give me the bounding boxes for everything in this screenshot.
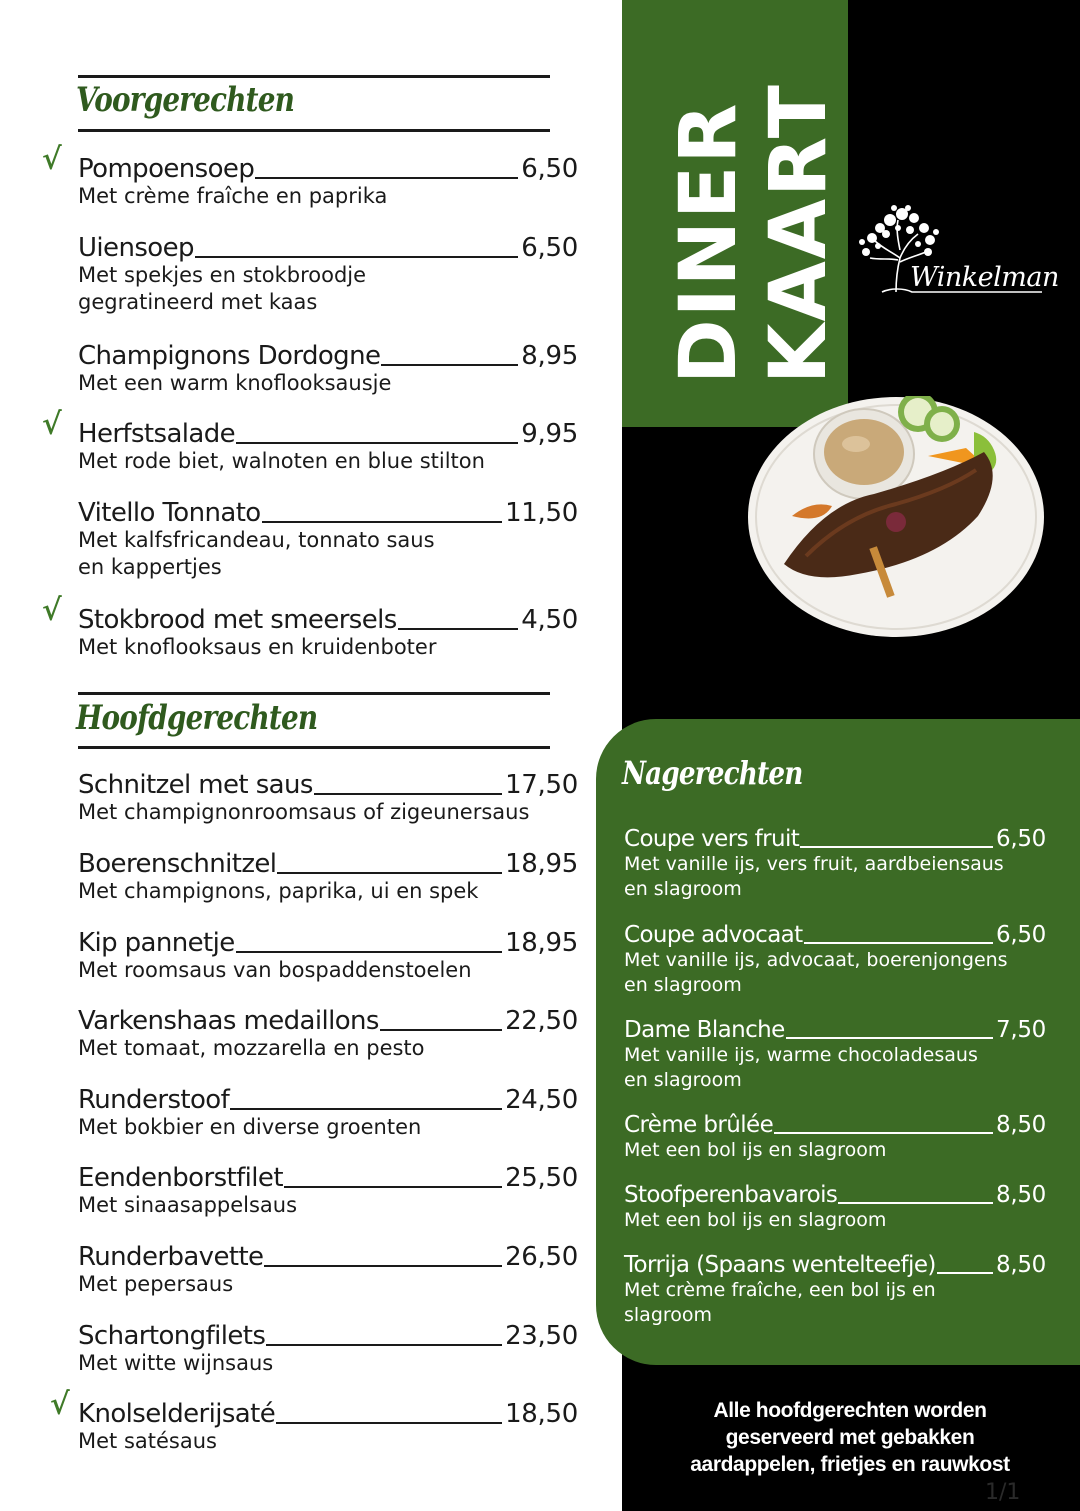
- menu-item-line: [78, 415, 578, 449]
- menu-item-price: 8,50: [995, 1252, 1046, 1278]
- menu-item-description: Met champignons, paprika, ui en spek: [78, 879, 479, 903]
- plate-steak-icon: [746, 396, 1046, 638]
- leader-line: [255, 177, 518, 179]
- menu-item-line: [624, 1108, 1046, 1138]
- menu-item: [78, 1238, 578, 1299]
- menu-item-description: Met witte wijnsaus: [78, 1351, 274, 1375]
- menu-item-description: gegratineerd met kaas: [78, 290, 318, 314]
- menu-item: [78, 601, 578, 662]
- menu-item-name: Boerenschnitzel: [78, 849, 277, 879]
- leader-line: [262, 521, 502, 523]
- menu-item-name: Knolselderijsaté: [78, 1399, 276, 1429]
- leader-line: [230, 1108, 502, 1110]
- menu-item: [78, 845, 578, 906]
- title-kaart: KAART: [754, 83, 844, 384]
- menu-item-name: Herfstsalade: [78, 419, 236, 449]
- menu-item-name: Champignons Dordogne: [78, 341, 381, 371]
- menu-item-price: 8,95: [521, 341, 578, 371]
- menu-item-price: 4,50: [521, 605, 578, 635]
- leader-line: [236, 442, 518, 444]
- leaf-check-icon: √: [50, 1387, 70, 1422]
- menu-item: [78, 924, 578, 985]
- menu-item-name: Schnitzel met saus: [78, 770, 313, 800]
- menu-item-line: [78, 150, 578, 184]
- menu-item-description: Met pepersaus: [78, 1272, 234, 1296]
- menu-item-price: 8,50: [995, 1182, 1046, 1208]
- leader-line: [314, 793, 502, 795]
- menu-item-name: Coupe advocaat: [624, 922, 803, 948]
- divider-bottom-starters: [78, 129, 550, 132]
- menu-item-name: Vitello Tonnato: [78, 498, 261, 528]
- menu-item: [624, 1108, 1046, 1163]
- footnote-line: aardappelen, frietjes en rauwkost: [690, 1453, 1010, 1476]
- divider-bottom-mains: [78, 746, 550, 749]
- menu-item: [78, 1002, 578, 1063]
- menu-item-price: 18,95: [505, 849, 578, 879]
- menu-item-line: [78, 1002, 578, 1036]
- leader-line: [786, 1037, 993, 1039]
- menu-item-name: Varkenshaas medaillons: [78, 1006, 379, 1036]
- footnote-line: Alle hoofdgerechten worden: [713, 1399, 987, 1422]
- menu-item-price: 26,50: [505, 1242, 578, 1272]
- menu-item-name: Crème brûlée: [624, 1112, 774, 1138]
- menu-item-line: [78, 845, 578, 879]
- mains-title: Hoofdgerechten: [76, 698, 318, 738]
- menu-item-price: 18,95: [505, 928, 578, 958]
- menu-item-line: [78, 1159, 578, 1193]
- menu-item-description: Met spekjes en stokbroodje: [78, 263, 367, 287]
- menu-item: [78, 1081, 578, 1142]
- menu-item-price: 8,50: [995, 1112, 1046, 1138]
- leaf-check-icon: √: [42, 593, 62, 628]
- menu-item-description: Met roomsaus van bospaddenstoelen: [78, 958, 472, 982]
- menu-item-name: Dame Blanche: [624, 1017, 785, 1043]
- leader-line: [804, 942, 993, 944]
- menu-item-price: 7,50: [995, 1017, 1046, 1043]
- title-diner: DINER: [664, 101, 754, 384]
- footnote-line: geserveerd met gebakken: [725, 1426, 975, 1449]
- menu-item-price: 22,50: [505, 1006, 578, 1036]
- menu-item-description: Met een warm knoflooksausje: [78, 371, 392, 395]
- menu-item-description: Met crème fraîche, een bol ijs en: [624, 1279, 936, 1301]
- menu-item-price: 17,50: [505, 770, 578, 800]
- leader-line: [277, 872, 502, 874]
- menu-item: [624, 1248, 1046, 1328]
- menu-item-name: Uiensoep: [78, 233, 194, 263]
- menu-item: [78, 1317, 578, 1378]
- menu-item-description: Met bokbier en diverse groenten: [78, 1115, 422, 1139]
- menu-item-line: [78, 1395, 578, 1429]
- menu-item-description: Met sinaasappelsaus: [78, 1193, 298, 1217]
- menu-item-line: [78, 229, 578, 263]
- menu-item-price: 23,50: [505, 1321, 578, 1351]
- menu-item-description: Met een bol ijs en slagroom: [624, 1139, 887, 1161]
- menu-item-name: Runderstoof: [78, 1085, 230, 1115]
- menu-item-price: 18,50: [505, 1399, 578, 1429]
- menu-item-price: 6,50: [995, 826, 1046, 852]
- menu-item-description: Met vanille ijs, warme chocoladesaus: [624, 1044, 978, 1066]
- leaf-check-icon: √: [42, 142, 62, 177]
- menu-item-description: Met vanille ijs, advocaat, boerenjongens: [624, 949, 1008, 971]
- menu-item-price: 25,50: [505, 1163, 578, 1193]
- menu-item-description: Met tomaat, mozzarella en pesto: [78, 1036, 425, 1060]
- leader-line: [380, 1029, 502, 1031]
- desserts-title: Nagerechten: [622, 754, 803, 792]
- menu-item-description: en slagroom: [624, 974, 742, 996]
- menu-item-line: [624, 1248, 1046, 1278]
- menu-item: [624, 822, 1046, 902]
- menu-item-name: Runderbavette: [78, 1242, 264, 1272]
- menu-item-line: [624, 918, 1046, 948]
- menu-item-price: 9,95: [521, 419, 578, 449]
- menu-item-name: Kip pannetje: [78, 928, 235, 958]
- menu-item-description: Met rode biet, walnoten en blue stilton: [78, 449, 485, 473]
- menu-item-description: en kappertjes: [78, 555, 222, 579]
- menu-item-line: [78, 924, 578, 958]
- menu-item: [78, 494, 578, 582]
- menu-item-price: 24,50: [505, 1085, 578, 1115]
- menu-item-name: Torrija (Spaans wentelteefje): [624, 1252, 936, 1278]
- footnote: [680, 1397, 1020, 1478]
- menu-item-description: Met kalfsfricandeau, tonnato saus: [78, 528, 435, 552]
- leader-line: [800, 846, 993, 848]
- leaf-check-icon: √: [42, 407, 62, 442]
- menu-item: [624, 918, 1046, 998]
- menu-item-description: Met een bol ijs en slagroom: [624, 1209, 887, 1231]
- leader-line: [937, 1272, 993, 1274]
- divider-top-mains: [78, 692, 550, 695]
- menu-item-description: en slagroom: [624, 1069, 742, 1091]
- menu-item-price: 6,50: [521, 154, 578, 184]
- menu-item-description: Met crème fraîche en paprika: [78, 184, 388, 208]
- menu-item-line: [624, 1178, 1046, 1208]
- leader-line: [838, 1202, 993, 1204]
- menu-item-description: en slagroom: [624, 878, 742, 900]
- menu-item-line: [78, 766, 578, 800]
- menu-item-description: slagroom: [624, 1304, 713, 1326]
- menu-item-description: Met champignonroomsaus of zigeunersaus: [78, 800, 530, 824]
- menu-item: [78, 229, 578, 317]
- menu-item-line: [78, 337, 578, 371]
- menu-item-line: [624, 1013, 1046, 1043]
- menu-item-name: Schartongfilets: [78, 1321, 266, 1351]
- menu-item-name: Stoofperenbavarois: [624, 1182, 838, 1208]
- menu-item-price: 6,50: [995, 922, 1046, 948]
- menu-item: [78, 337, 578, 398]
- menu-item-line: [78, 494, 578, 528]
- leader-line: [284, 1186, 502, 1188]
- menu-item-name: Pompoensoep: [78, 154, 255, 184]
- leader-line: [276, 1422, 502, 1424]
- leader-line: [195, 256, 518, 258]
- leader-line: [236, 951, 502, 953]
- menu-item: [624, 1013, 1046, 1093]
- menu-item-line: [624, 822, 1046, 852]
- menu-item: [624, 1178, 1046, 1233]
- menu-item-description: Met knoflooksaus en kruidenboter: [78, 635, 437, 659]
- leader-line: [264, 1265, 502, 1267]
- menu-item-price: 6,50: [521, 233, 578, 263]
- menu-item-price: 11,50: [505, 498, 578, 528]
- divider-top-starters: [78, 75, 550, 78]
- menu-item: [78, 1159, 578, 1220]
- menu-item: [78, 150, 578, 211]
- menu-item-name: Stokbrood met smeersels: [78, 605, 397, 635]
- menu-item-description: Met vanille ijs, vers fruit, aardbeiensaus: [624, 853, 1004, 875]
- menu-item-line: [78, 1081, 578, 1115]
- logo-text: Winkelman: [910, 262, 1059, 293]
- menu-item-line: [78, 1317, 578, 1351]
- menu-item-line: [78, 1238, 578, 1272]
- menu-item-name: Coupe vers fruit: [624, 826, 800, 852]
- menu-item-description: Met satésaus: [78, 1429, 217, 1453]
- page-indicator: 1/1: [985, 1480, 1021, 1505]
- menu-item-line: [78, 601, 578, 635]
- menu-item: [78, 415, 578, 476]
- leader-line: [774, 1132, 993, 1134]
- leader-line: [266, 1344, 502, 1346]
- leader-line: [381, 364, 518, 366]
- menu-item-name: Eendenborstfilet: [78, 1163, 283, 1193]
- menu-item: [78, 766, 578, 827]
- menu-item: [78, 1395, 578, 1456]
- starters-title: Voorgerechten: [76, 80, 295, 120]
- leader-line: [398, 628, 519, 630]
